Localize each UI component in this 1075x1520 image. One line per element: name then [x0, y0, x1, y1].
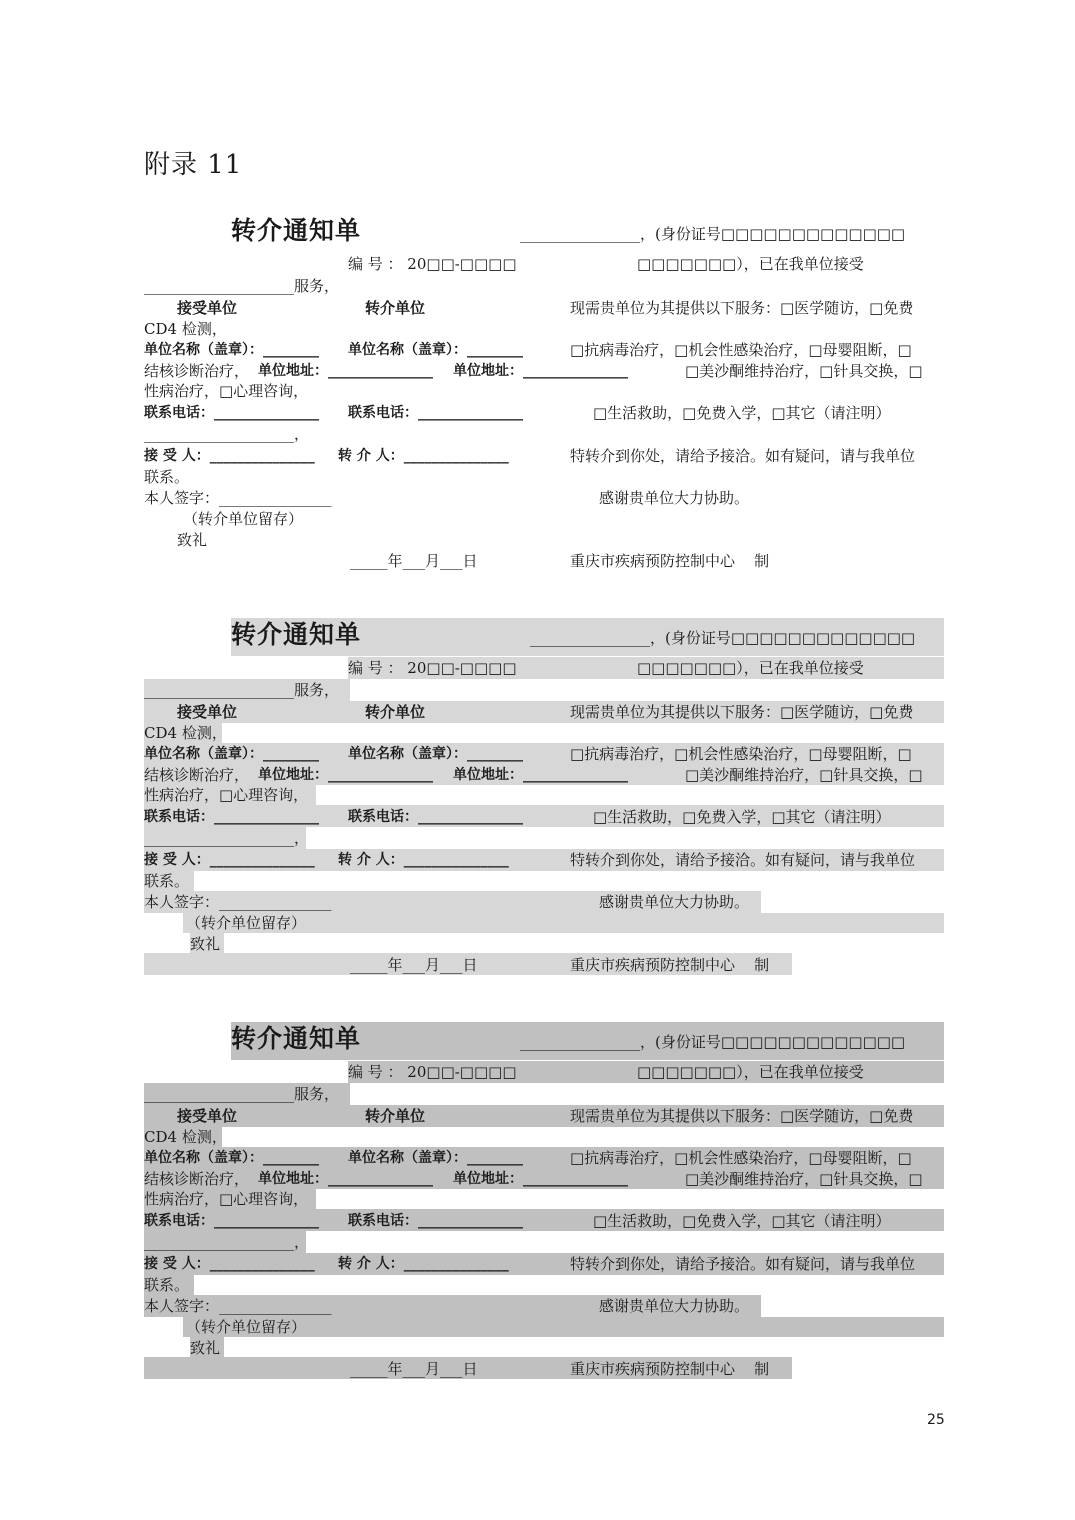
- referring-unit-name: 单位名称（盖章）：________: [348, 342, 523, 358]
- other-blank: ____________________，: [144, 829, 310, 847]
- services-line-4: □生活救助，□免费入学，□其它（请注明）: [593, 1212, 891, 1230]
- service-blank: ____________________服务，: [144, 277, 340, 295]
- regards-text: 致礼: [190, 935, 221, 953]
- id-number-continued: □□□□□□□），已在我单位接受: [637, 255, 864, 273]
- contact-text: 联系。: [144, 468, 190, 486]
- services-line-2: □抗病毒治疗，□机会性感染治疗，□母婴阻断，□: [570, 1149, 912, 1167]
- receiving-unit-name: 单位名称（盖章）：________: [144, 342, 319, 358]
- issuer: 重庆市疾病预防控制中心 制: [570, 956, 770, 974]
- other-blank: ____________________，: [144, 1233, 310, 1251]
- receiving-unit-phone: 联系电话：_______________: [144, 1213, 319, 1229]
- referring-unit-heading: 转介单位: [365, 1107, 426, 1125]
- signature-field: 本人签字：_______________: [144, 1297, 332, 1315]
- receiving-unit-address: 单位地址：_______________: [258, 363, 433, 379]
- tb-treatment: 结核诊断治疗，: [144, 1170, 250, 1188]
- receiving-unit-phone: 联系电话：_______________: [144, 405, 319, 421]
- signature-field: 本人签字：_______________: [144, 893, 332, 911]
- services-intro: 现需贵单位为其提供以下服务：□医学随访，□免费: [570, 703, 914, 721]
- service-blank: ____________________服务，: [144, 1085, 340, 1103]
- tb-treatment: 结核诊断治疗，: [144, 362, 250, 380]
- referrer-field: 转 介 人：_______________: [338, 852, 509, 868]
- form-title: 转介通知单: [231, 216, 362, 245]
- referral-form-3: [0, 1024, 1075, 1407]
- services-line-4: □生活救助，□免费入学，□其它（请注明）: [593, 808, 891, 826]
- cd4-testing: CD4 检测，: [144, 724, 227, 742]
- referral-request: 特转介到你处，请给予接洽。如有疑问，请与我单位: [570, 851, 916, 869]
- retained-copy-note: （转介单位留存）: [186, 1318, 307, 1336]
- referrer-field: 转 介 人：_______________: [338, 1256, 509, 1272]
- std-treatment: 性病治疗，□心理咨询，: [144, 1190, 309, 1208]
- serial-number: 编 号 ： 20□□-□□□□: [348, 255, 517, 273]
- cd4-testing: CD4 检测，: [144, 320, 227, 338]
- signature-field: 本人签字：_______________: [144, 489, 332, 507]
- issuer: 重庆市疾病预防控制中心 制: [570, 552, 770, 570]
- thanks-text: 感谢贵单位大力协助。: [599, 489, 750, 507]
- receiver-field: 接 受 人：_______________: [144, 448, 315, 464]
- service-blank: ____________________服务，: [144, 681, 340, 699]
- receiving-unit-address: 单位地址：_______________: [258, 1171, 433, 1187]
- referring-unit-phone: 联系电话：_______________: [348, 809, 523, 825]
- contact-text: 联系。: [144, 1276, 190, 1294]
- referral-form-1: [0, 216, 1075, 599]
- id-number-line: ________________，(身份证号□□□□□□□□□□□□□: [530, 629, 916, 647]
- std-treatment: 性病治疗，□心理咨询，: [144, 786, 309, 804]
- contact-text: 联系。: [144, 872, 190, 890]
- appendix-title: 附录 11: [144, 150, 243, 180]
- receiving-unit-heading: 接受单位: [177, 1107, 238, 1125]
- id-number-continued: □□□□□□□），已在我单位接受: [637, 1063, 864, 1081]
- date-field: _____年___月___日: [350, 552, 478, 570]
- referrer-field: 转 介 人：_______________: [338, 448, 509, 464]
- services-line-3: □美沙酮维持治疗，□针具交换，□: [685, 766, 923, 784]
- receiving-unit-heading: 接受单位: [177, 299, 238, 317]
- id-number-line: ________________，(身份证号□□□□□□□□□□□□□: [520, 225, 906, 243]
- page-number: 25: [927, 1412, 945, 1428]
- cd4-testing: CD4 检测，: [144, 1128, 227, 1146]
- receiving-unit-address: 单位地址：_______________: [258, 767, 433, 783]
- id-number-continued: □□□□□□□），已在我单位接受: [637, 659, 864, 677]
- services-line-2: □抗病毒治疗，□机会性感染治疗，□母婴阻断，□: [570, 745, 912, 763]
- thanks-text: 感谢贵单位大力协助。: [599, 1297, 750, 1315]
- referring-unit-phone: 联系电话：_______________: [348, 405, 523, 421]
- form-title: 转介通知单: [231, 1024, 362, 1053]
- referring-unit-address: 单位地址：_______________: [453, 363, 628, 379]
- referring-unit-name: 单位名称（盖章）：________: [348, 746, 523, 762]
- retained-copy-note: （转介单位留存）: [183, 510, 304, 528]
- services-line-3: □美沙酮维持治疗，□针具交换，□: [685, 1170, 923, 1188]
- receiving-unit-name: 单位名称（盖章）：________: [144, 1150, 319, 1166]
- services-line-4: □生活救助，□免费入学，□其它（请注明）: [593, 404, 891, 422]
- thanks-text: 感谢贵单位大力协助。: [599, 893, 750, 911]
- services-intro: 现需贵单位为其提供以下服务：□医学随访，□免费: [570, 1107, 914, 1125]
- id-number-line: ________________，(身份证号□□□□□□□□□□□□□: [520, 1033, 906, 1051]
- referring-unit-name: 单位名称（盖章）：________: [348, 1150, 523, 1166]
- date-field: _____年___月___日: [350, 1360, 478, 1378]
- other-blank: ____________________，: [144, 425, 310, 443]
- std-treatment: 性病治疗，□心理咨询，: [144, 382, 309, 400]
- serial-number: 编 号 ： 20□□-□□□□: [348, 1063, 517, 1081]
- receiving-unit-heading: 接受单位: [177, 703, 238, 721]
- receiving-unit-phone: 联系电话：_______________: [144, 809, 319, 825]
- regards-text: 致礼: [177, 531, 208, 549]
- serial-number: 编 号 ： 20□□-□□□□: [348, 659, 517, 677]
- date-field: _____年___月___日: [350, 956, 478, 974]
- receiver-field: 接 受 人：_______________: [144, 852, 315, 868]
- services-intro: 现需贵单位为其提供以下服务：□医学随访，□免费: [570, 299, 914, 317]
- referring-unit-heading: 转介单位: [365, 703, 426, 721]
- receiver-field: 接 受 人：_______________: [144, 1256, 315, 1272]
- services-line-3: □美沙酮维持治疗，□针具交换，□: [685, 362, 923, 380]
- issuer: 重庆市疾病预防控制中心 制: [570, 1360, 770, 1378]
- retained-copy-note: （转介单位留存）: [186, 914, 307, 932]
- referral-request: 特转介到你处，请给予接洽。如有疑问，请与我单位: [570, 1255, 916, 1273]
- referring-unit-address: 单位地址：_______________: [453, 1171, 628, 1187]
- receiving-unit-name: 单位名称（盖章）：________: [144, 746, 319, 762]
- referral-request: 特转介到你处，请给予接洽。如有疑问，请与我单位: [570, 447, 916, 465]
- services-line-2: □抗病毒治疗，□机会性感染治疗，□母婴阻断，□: [570, 341, 912, 359]
- regards-text: 致礼: [190, 1339, 221, 1357]
- form-title: 转介通知单: [231, 620, 362, 649]
- referring-unit-heading: 转介单位: [365, 299, 426, 317]
- referral-form-2: [0, 620, 1075, 1003]
- referring-unit-address: 单位地址：_______________: [453, 767, 628, 783]
- tb-treatment: 结核诊断治疗，: [144, 766, 250, 784]
- referring-unit-phone: 联系电话：_______________: [348, 1213, 523, 1229]
